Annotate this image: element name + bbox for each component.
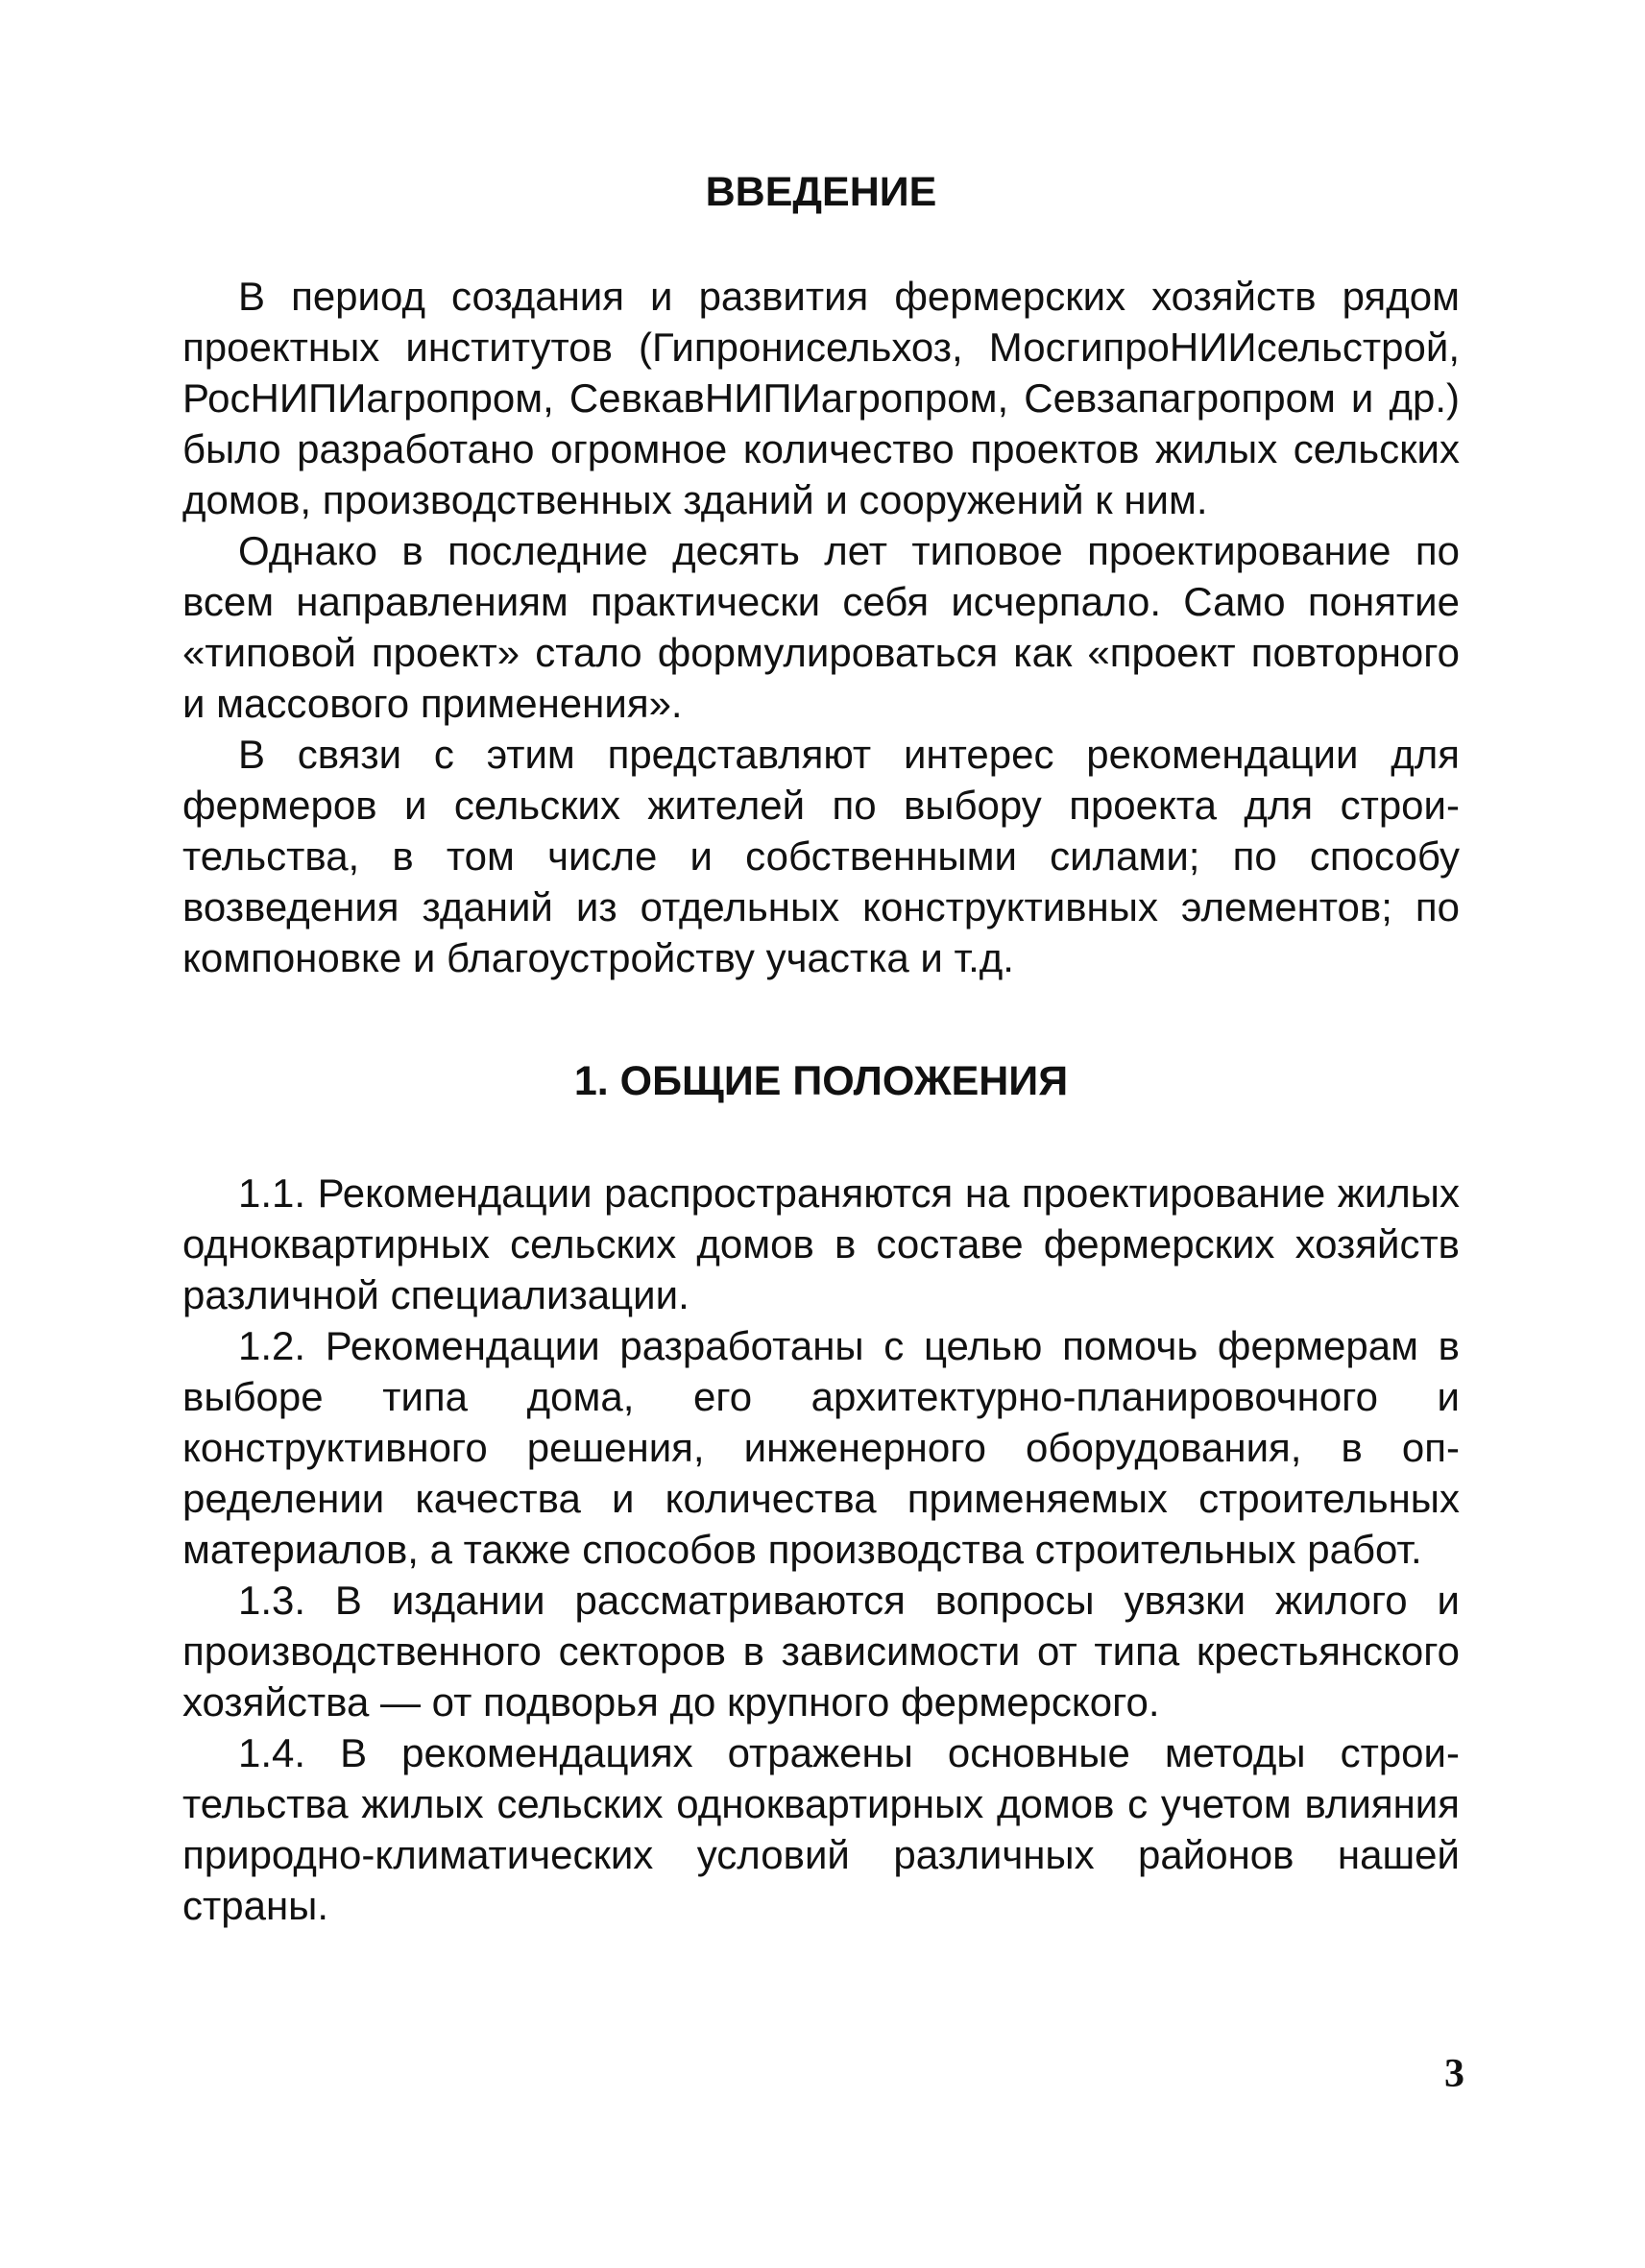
section-1-paragraph-1: 1.1. Рекомендации распространяются на проектирование жилых одноквартирных сельских домов в составе фермерских хозяйств различной специализации. xyxy=(182,1170,1460,1317)
section-1-title: 1. ОБЩИЕ ПОЛОЖЕНИЯ xyxy=(573,1058,1069,1104)
page-number: 3 xyxy=(1444,2052,1464,2096)
intro-paragraph-1: В период создания и развития фермерских хозяйств рядом проектных институтов (Гипронисельхоз, МосгипроНИИсельстрой, РосНИПИагропром, СевкавНИПИагропром, Севзапагропром и др.) было разработано огромное количество проектов жилых сельских домов, производственных зданий и сооружений к ним. xyxy=(182,274,1460,522)
section-1-paragraph-4: 1.4. В рекомендациях отражены основные методы строительства жилых сельских одноквартирных домов с учетом влияния природно-климатических условий различных районов нашей страны. xyxy=(182,1730,1460,1928)
intro-paragraph-3: В связи с этим представляют интерес рекомендации для фермеров и сельских жителей по выбору проекта для строительства, в том числе и собственными силами; по способу возведения зданий из отдельных конструктивных элементов; по компоновке и благоустройству участка и т.д. xyxy=(182,732,1460,980)
section-1-paragraph-2: 1.2. Рекомендации разработаны с целью помочь фермерам в выборе типа дома, его архитектурно-планировочного и конструктивного решения, инженерного оборудования, в определении качества и количества применяемых строительных материалов, а также способов производства строительных работ. xyxy=(182,1323,1460,1572)
intro-title: ВВЕДЕНИЕ xyxy=(705,169,937,215)
page-content xyxy=(182,163,1460,1931)
section-1-paragraph-3: 1.3. В издании рассматриваются вопросы увязки жилого и производственного секторов в зависимости от типа крестьянского хозяйства — от подворья до крупного фермерского. xyxy=(182,1578,1460,1725)
intro-paragraph-2: Однако в последние десять лет типовое проектирование по всем направлениям практически себя исчерпало. Само понятие «типовой проект» стало формулироваться как «проект повторного и массового применения». xyxy=(182,528,1460,726)
